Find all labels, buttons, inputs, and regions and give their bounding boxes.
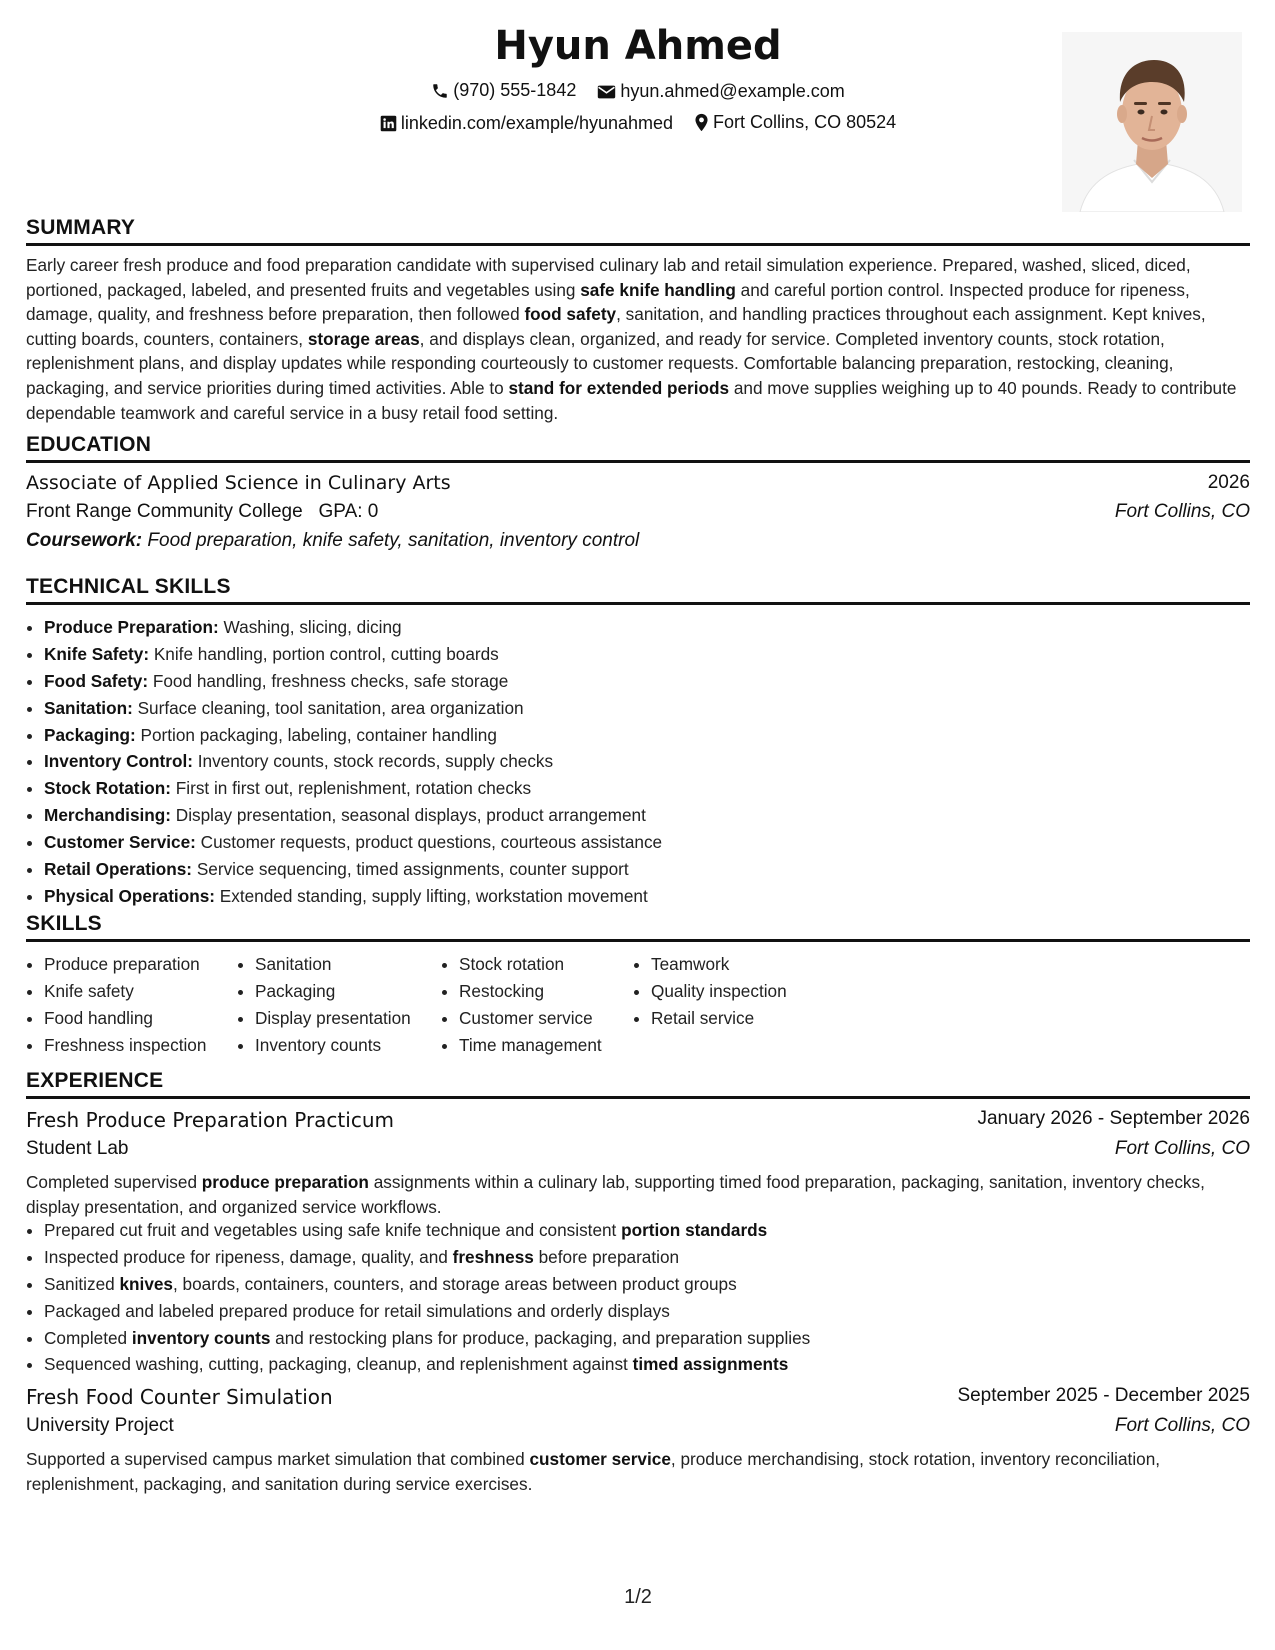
technical-skill-item [44, 668, 1268, 695]
linkedin-url: linkedin.com/example/hyunahmed [400, 113, 674, 133]
body-text: assignments within a culinary lab, supporting timed food preparation, packaging, sanitation, inventory checks, display presentation, and organized service workflows. [26, 1172, 1205, 1217]
job-2-dates: September 2025 - December 2025 [957, 1385, 1250, 1406]
education-degree-row [26, 472, 1250, 500]
body-text: Completed [44, 1327, 132, 1348]
skill-item: • Sanitation [255, 951, 411, 978]
linkedin-contact[interactable] [380, 113, 673, 134]
summary-heading: SUMMARY [26, 215, 1250, 246]
job-1-header [26, 1108, 1250, 1136]
resume-page [26, 0, 1250, 1650]
school-line [26, 501, 378, 523]
job-2-role: Fresh Food Counter Simulation [26, 1385, 333, 1409]
experience-bullet [44, 1325, 1268, 1352]
emphasis-text: safe knife handling [580, 279, 736, 300]
emphasis-text: inventory counts [131, 1327, 271, 1348]
technical-skill-item [44, 883, 1268, 910]
technical-skill-value: Service sequencing, timed assignments, counter support [192, 859, 629, 880]
experience-heading: EXPERIENCE [26, 1068, 1250, 1099]
job-2-location: Fort Collins, CO [1114, 1415, 1250, 1436]
technical-skill-label: Customer Service: [44, 832, 196, 853]
technical-skill-item [44, 748, 1268, 775]
job-1-org: Student Lab [26, 1138, 129, 1159]
degree-title: Associate of Applied Science in Culinary Arts [26, 472, 451, 494]
skills-column [237, 951, 411, 1059]
technical-skill-item [44, 614, 1268, 641]
school-name: Front Range Community College [26, 501, 303, 522]
body-text: before preparation [533, 1246, 680, 1267]
technical-skill-item [44, 695, 1268, 722]
location-contact [694, 112, 896, 133]
map-pin-icon [694, 113, 709, 132]
email-address: hyun.ahmed@example.com [620, 81, 845, 101]
location-text: Fort Collins, CO 80524 [713, 112, 897, 132]
skill-item: • Restocking [459, 978, 602, 1005]
graduation-year: 2026 [1207, 472, 1250, 493]
technical-skill-value: Customer requests, product questions, courteous assistance [195, 832, 663, 853]
technical-skill-value: Food handling, freshness checks, safe storage [148, 670, 509, 691]
emphasis-text: stand for extended periods [508, 377, 730, 398]
technical-skill-label: Packaging: [44, 724, 136, 745]
technical-skill-item [44, 802, 1268, 829]
resume-header [26, 18, 1250, 218]
body-text: Sequenced washing, cutting, packaging, cleanup, and replenishment against [44, 1354, 633, 1375]
body-text: Inspected produce for ripeness, damage, quality, and [44, 1246, 453, 1267]
body-text: , boards, containers, counters, and storage areas between product groups [173, 1273, 737, 1294]
job-2-org: University Project [26, 1415, 174, 1436]
technical-skills-list [26, 614, 1268, 910]
technical-skill-label: Food Safety: [44, 670, 149, 691]
skills-column [633, 951, 787, 1032]
profile-photo [1062, 32, 1242, 212]
envelope-icon [597, 84, 616, 100]
body-text: and move supplies weighing up to 40 pounds. Ready to contribute dependable teamwork and careful service in a busy retail food setting. [26, 377, 1237, 423]
email-contact[interactable] [597, 81, 844, 102]
skills-heading: SKILLS [26, 911, 1250, 942]
summary-text [26, 253, 1250, 425]
skill-item: • Customer service [459, 1005, 602, 1032]
job-1-bullets [26, 1217, 1268, 1378]
school-location: Fort Collins, CO [1114, 501, 1250, 522]
technical-skill-value: Display presentation, seasonal displays, product arrangement [171, 805, 646, 826]
job-2-org-row [26, 1415, 1250, 1443]
skill-item: • Knife safety [44, 978, 206, 1005]
body-text: Supported a supervised campus market simulation that combined [26, 1449, 530, 1469]
technical-skill-value: Knife handling, portion control, cutting boards [149, 643, 499, 664]
body-text: Packaged and labeled prepared produce for retail simulations and orderly displays [44, 1300, 670, 1321]
technical-skill-label: Produce Preparation: [44, 617, 219, 637]
experience-bullet [44, 1271, 1268, 1298]
body-text: and careful portion control. Inspected produce for ripeness, damage, quality, and freshness before preparation, then followed [26, 279, 1190, 325]
linkedin-icon [380, 115, 397, 132]
body-text: , and displays clean, organized, and ready for service. Completed inventory counts, stock rotation, replenishment plans, and display updates while responding courteously to customer requests. Comfortable balancing preparation, restocking, cleaning, packaging, and service priorities during timed activities. Able to [26, 328, 1174, 398]
job-2-description [26, 1447, 1250, 1496]
technical-skill-value: First in first out, replenishment, rotation checks [171, 778, 532, 799]
emphasis-text: food safety [524, 304, 617, 325]
technical-skill-item [44, 856, 1268, 883]
job-1-role: Fresh Produce Preparation Practicum [26, 1108, 394, 1132]
body-text: Early career fresh produce and food preparation candidate with supervised culinary lab and retail simulation experience. Prepared, washed, sliced, diced, portioned, packaged, labeled, and presented fruits and vegetables using [26, 255, 1191, 300]
emphasis-text: knives [119, 1273, 173, 1294]
candidate-name: Hyun Ahmed [494, 23, 782, 69]
technical-skill-label: Sanitation: [44, 697, 133, 718]
phone-number: (970) 555-1842 [453, 80, 577, 100]
technical-skills-heading: TECHNICAL SKILLS [26, 574, 1250, 605]
education-school-row [26, 501, 1250, 529]
skills-column [441, 951, 602, 1059]
coursework-line [26, 530, 639, 552]
skill-item: • Packaging [255, 978, 411, 1005]
emphasis-text: storage areas [307, 328, 420, 349]
skill-item: • Retail service [651, 1005, 787, 1032]
job-1-description [26, 1170, 1250, 1219]
body-text: Prepared cut fruit and vegetables using safe knife technique and consistent [44, 1220, 622, 1240]
technical-skill-label: Knife Safety: [44, 643, 150, 664]
coursework-list: Food preparation, knife safety, sanitation, inventory control [147, 530, 640, 551]
technical-skill-value: Washing, slicing, dicing [218, 617, 402, 637]
body-text: Sanitized [44, 1273, 120, 1294]
body-text: Completed supervised [26, 1172, 202, 1192]
experience-bullet [44, 1217, 1268, 1244]
body-text: , produce merchandising, stock rotation, inventory reconciliation, replenishment, packaging, and sanitation during service exercises. [26, 1449, 1161, 1494]
technical-skill-label: Stock Rotation: [44, 778, 171, 799]
experience-bullet [44, 1298, 1268, 1325]
gpa-value: GPA: 0 [318, 501, 379, 522]
skill-item: • Quality inspection [651, 978, 787, 1005]
technical-skill-item [44, 775, 1268, 802]
skill-item: • Teamwork [651, 951, 787, 978]
body-text: and restocking plans for produce, packaging, and preparation supplies [270, 1327, 811, 1348]
emphasis-text: timed assignments [632, 1354, 789, 1375]
emphasis-text: portion standards [621, 1220, 768, 1240]
experience-bullet [44, 1244, 1268, 1271]
coursework-row [26, 530, 1250, 558]
skill-item: • Display presentation [255, 1005, 411, 1032]
education-heading: EDUCATION [26, 432, 1250, 463]
page-number: 1/2 [624, 1586, 652, 1608]
skill-item: • Food handling [44, 1005, 206, 1032]
emphasis-text: produce preparation [201, 1172, 369, 1192]
skills-column [26, 951, 206, 1059]
skill-item: • Stock rotation [459, 951, 602, 978]
technical-skill-item [44, 829, 1268, 856]
experience-bullet [44, 1351, 1268, 1378]
skill-item: • Time management [459, 1032, 602, 1059]
technical-skill-item [44, 722, 1268, 749]
technical-skill-value: Portion packaging, labeling, container handling [135, 724, 497, 745]
technical-skill-value: Extended standing, supply lifting, workstation movement [214, 885, 648, 906]
body-text: , sanitation, and handling practices throughout each assignment. Kept knives, cutting boards, counters, containers, [26, 304, 1206, 349]
technical-skill-value: Surface cleaning, tool sanitation, area organization [132, 697, 524, 718]
emphasis-text: customer service [529, 1449, 671, 1469]
skill-item: • Freshness inspection [44, 1032, 206, 1059]
technical-skill-value: Inventory counts, stock records, supply checks [192, 751, 554, 772]
job-2-header [26, 1385, 1250, 1413]
job-1-org-row [26, 1138, 1250, 1166]
technical-skill-label: Inventory Control: [44, 751, 193, 772]
emphasis-text: freshness [452, 1246, 534, 1267]
phone-icon [431, 82, 449, 100]
skill-item: • Produce preparation [44, 951, 206, 978]
technical-skill-item [44, 641, 1268, 668]
skill-item: • Inventory counts [255, 1032, 411, 1059]
phone-contact[interactable] [431, 80, 576, 101]
technical-skill-label: Retail Operations: [44, 859, 193, 880]
job-1-dates: January 2026 - September 2026 [977, 1108, 1250, 1129]
technical-skill-label: Merchandising: [44, 805, 172, 826]
coursework-label: Coursework: [26, 530, 143, 551]
job-1-location: Fort Collins, CO [1114, 1138, 1250, 1159]
technical-skill-label: Physical Operations: [44, 885, 215, 906]
